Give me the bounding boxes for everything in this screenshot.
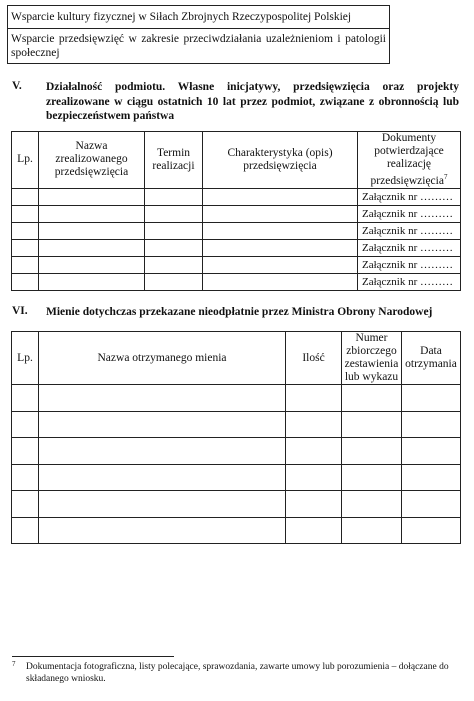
lp-cell[interactable] [12,438,39,465]
attachment-cell[interactable]: Załącznik nr ……… [358,239,461,256]
attachment-cell[interactable]: Załącznik nr ……… [358,256,461,273]
quantity-cell[interactable] [286,491,342,518]
description-cell[interactable] [203,222,358,239]
date-cell[interactable] [402,464,461,491]
quantity-cell[interactable] [286,517,342,544]
date-cell[interactable] [402,438,461,465]
date-cell[interactable] [402,385,461,412]
column-header-list-number: Numer zbiorczego zestawienia lub wykazu [342,332,402,385]
description-cell[interactable] [203,205,358,222]
term-cell[interactable] [145,239,203,256]
property-name-cell[interactable] [39,438,286,465]
term-cell[interactable] [145,256,203,273]
lp-cell[interactable] [12,411,39,438]
date-cell[interactable] [402,517,461,544]
column-header-name: Nazwa zrealizowanego przedsięwzięcia [39,132,145,189]
support-areas-table [7,5,390,64]
table-row [12,256,461,273]
column-header-description: Charakterystyka (opis) przedsięwzięcia [203,132,358,189]
section-number: VI. [12,305,28,317]
lp-cell[interactable] [12,517,39,544]
table-row [12,273,461,290]
column-header-lp: Lp. [12,132,39,189]
name-cell[interactable] [39,239,145,256]
table-row [12,205,461,222]
footnote-text: Dokumentacja fotograficzna, listy polecające, sprawozdania, zawarte umowy lub porozumienia – dołączane do składanego wniosku. [26,662,449,684]
column-header-date: Data otrzymania [402,332,461,385]
table-row [12,222,461,239]
quantity-cell[interactable] [286,464,342,491]
column-header-property-name: Nazwa otrzymanego mienia [39,332,286,385]
date-cell[interactable] [402,491,461,518]
description-cell[interactable] [203,188,358,205]
property-name-cell[interactable] [39,411,286,438]
table-row [8,6,390,29]
section-title: Działalność podmiotu. Własne inicjatywy, przedsięwzięcia oraz projekty zrealizowane w ciągu ostatnich 10 lat przez podmiot, związane z obronnością lub bezpieczeństwem państwa [46,81,459,122]
property-name-cell[interactable] [39,385,286,412]
term-cell[interactable] [145,273,203,290]
lp-cell[interactable] [12,239,39,256]
table-row [12,188,461,205]
name-cell[interactable] [39,273,145,290]
table-row [12,239,461,256]
table-header-row [12,132,461,189]
lp-cell[interactable] [12,385,39,412]
table-row [12,517,461,544]
list-number-cell[interactable] [342,438,402,465]
property-name-cell[interactable] [39,464,286,491]
lp-cell[interactable] [12,205,39,222]
table-row [12,438,461,465]
name-cell[interactable] [39,205,145,222]
lp-cell[interactable] [12,273,39,290]
lp-cell[interactable] [12,464,39,491]
property-name-cell[interactable] [39,491,286,518]
support-area-cell: Wsparcie przedsięwzięć w zakresie przeciwdziałania uzależnieniom i patologii społecznej [8,29,390,64]
quantity-cell[interactable] [286,438,342,465]
quantity-cell[interactable] [286,385,342,412]
table-row [12,464,461,491]
table-header-row [12,332,461,385]
column-header-lp: Lp. [12,332,39,385]
list-number-cell[interactable] [342,517,402,544]
lp-cell[interactable] [12,222,39,239]
received-property-table [11,331,461,544]
date-cell[interactable] [402,411,461,438]
documents-label: Dokumenty potwierdzające realizację przedsięwzięcia [370,132,444,187]
property-name-cell[interactable] [39,517,286,544]
term-cell[interactable] [145,205,203,222]
quantity-cell[interactable] [286,411,342,438]
support-area-cell: Wsparcie kultury fizycznej w Siłach Zbrojnych Rzeczypospolitej Polskiej [8,6,390,29]
list-number-cell[interactable] [342,464,402,491]
table-row [8,29,390,64]
attachment-cell[interactable]: Załącznik nr ……… [358,222,461,239]
name-cell[interactable] [39,188,145,205]
column-header-quantity: Ilość [286,332,342,385]
footnote-divider [12,656,174,657]
list-number-cell[interactable] [342,385,402,412]
section-number: V. [12,80,22,92]
name-cell[interactable] [39,222,145,239]
column-header-term: Termin realizacji [145,132,203,189]
footnote-ref: 7 [443,173,448,181]
lp-cell[interactable] [12,188,39,205]
attachment-cell[interactable]: Załącznik nr ……… [358,273,461,290]
column-header-documents [358,132,461,189]
list-number-cell[interactable] [342,411,402,438]
attachment-cell[interactable]: Załącznik nr ……… [358,205,461,222]
initiatives-table [11,131,461,291]
section-title: Mienie dotychczas przekazane nieodpłatnie przez Ministra Obrony Narodowej [46,306,433,318]
table-row [12,411,461,438]
table-row [12,385,461,412]
table-row [12,491,461,518]
footnote-mark: 7 [12,660,16,668]
name-cell[interactable] [39,256,145,273]
lp-cell[interactable] [12,256,39,273]
term-cell[interactable] [145,222,203,239]
description-cell[interactable] [203,256,358,273]
lp-cell[interactable] [12,491,39,518]
list-number-cell[interactable] [342,491,402,518]
description-cell[interactable] [203,239,358,256]
term-cell[interactable] [145,188,203,205]
attachment-cell[interactable]: Załącznik nr ……… [358,188,461,205]
description-cell[interactable] [203,273,358,290]
